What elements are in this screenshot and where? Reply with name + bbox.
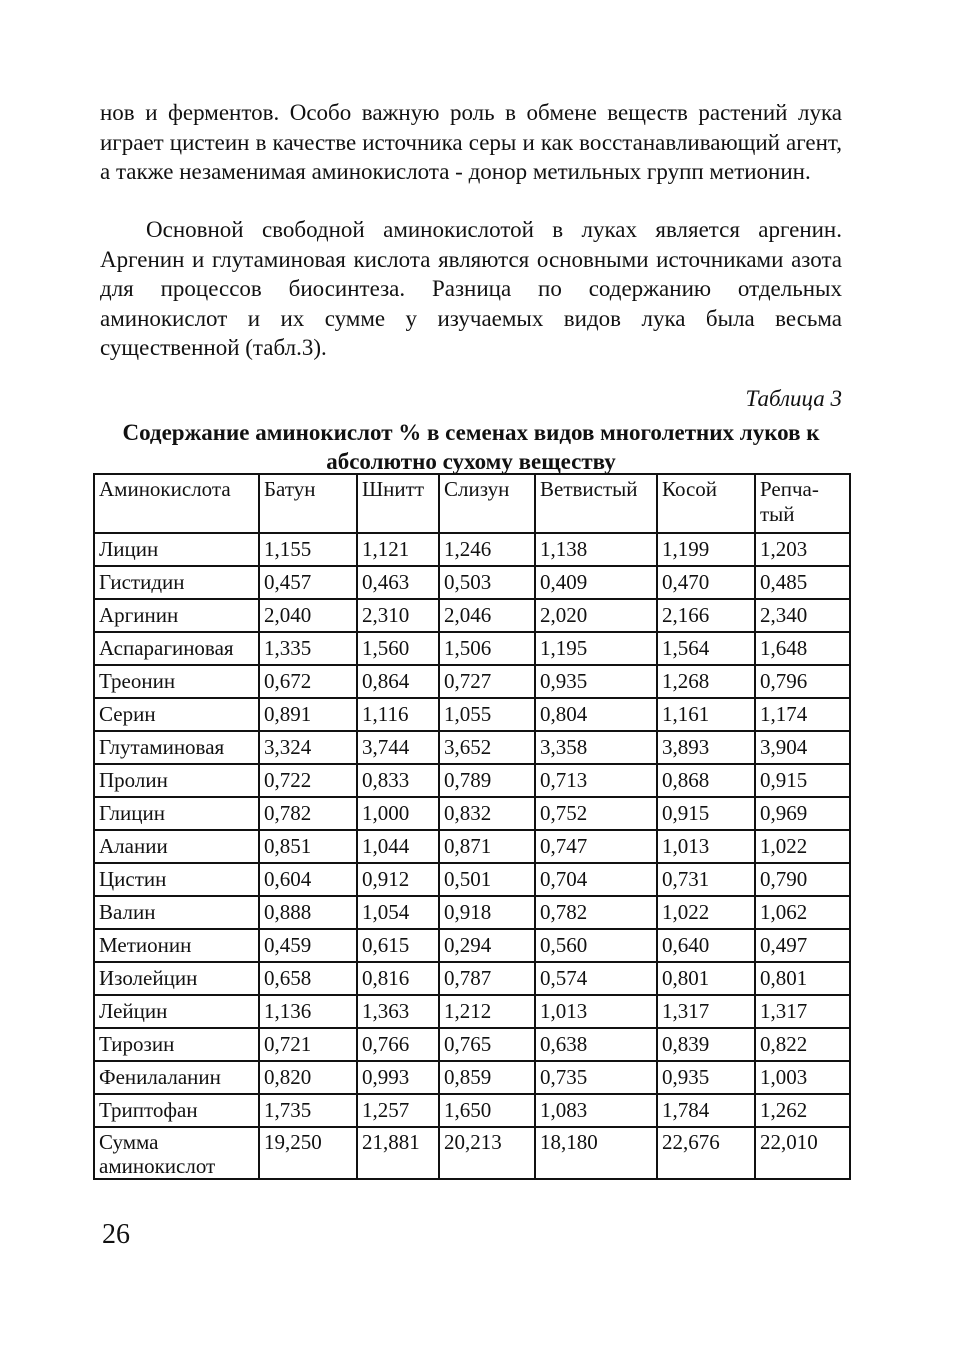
value-cell: 1,203	[755, 533, 850, 566]
table-row	[94, 533, 850, 566]
value-cell: 2,040	[259, 599, 357, 632]
value-cell: 0,640	[657, 929, 755, 962]
header-cell: Шнитт	[357, 474, 439, 533]
table-title: Содержание аминокислот % в семенах видов многолетних луков к абсолютно сухому веществу	[122, 420, 820, 474]
header-cell: Репча-тый	[755, 474, 850, 533]
value-cell: 1,648	[755, 632, 850, 665]
value-cell: 0,747	[535, 830, 657, 863]
table-row	[94, 896, 850, 929]
paragraph-2: Основной свободной аминокислотой в луках является аргенин. Аргенин и глутаминовая кислота являются основными источниками азота для процессов биосинтеза. Разница по содержанию отдельных аминокислот и их сумме у изучаемых видов лука была весьма существенной (табл.3).	[100, 217, 842, 360]
header-cell: Косой	[657, 474, 755, 533]
value-cell: 0,801	[657, 962, 755, 995]
amino-acid-table	[93, 473, 851, 1180]
value-cell: 0,463	[357, 566, 439, 599]
amino-acid-name-cell: Валин	[94, 896, 259, 929]
value-cell: 0,915	[755, 764, 850, 797]
page-number: 26	[102, 1219, 130, 1250]
value-cell: 3,893	[657, 731, 755, 764]
value-cell: 0,721	[259, 1028, 357, 1061]
value-cell: 0,615	[357, 929, 439, 962]
value-cell: 0,752	[535, 797, 657, 830]
value-cell: 3,324	[259, 731, 357, 764]
table-row	[94, 1094, 850, 1127]
table-row	[94, 995, 850, 1028]
value-cell: 2,310	[357, 599, 439, 632]
value-cell: 1,044	[357, 830, 439, 863]
amino-acid-name-cell: Триптофан	[94, 1094, 259, 1127]
table-row	[94, 665, 850, 698]
value-cell: 1,246	[439, 533, 535, 566]
value-cell: 1,564	[657, 632, 755, 665]
value-cell: 0,851	[259, 830, 357, 863]
table-caption: Таблица 3	[745, 386, 842, 411]
value-cell: 0,672	[259, 665, 357, 698]
value-cell: 0,722	[259, 764, 357, 797]
value-cell: 3,904	[755, 731, 850, 764]
value-cell: 0,604	[259, 863, 357, 896]
value-cell: 1,136	[259, 995, 357, 1028]
amino-acid-name-cell: Метионин	[94, 929, 259, 962]
value-cell: 0,833	[357, 764, 439, 797]
amino-acid-name-cell: Глицин	[94, 797, 259, 830]
value-cell: 0,294	[439, 929, 535, 962]
value-cell: 3,652	[439, 731, 535, 764]
value-cell: 1,195	[535, 632, 657, 665]
table-row	[94, 863, 850, 896]
header-cell: Ветвистый	[535, 474, 657, 533]
value-cell: 1,121	[357, 533, 439, 566]
value-cell: 1,506	[439, 632, 535, 665]
amino-acid-name-cell: Лейцин	[94, 995, 259, 1028]
value-cell: 1,138	[535, 533, 657, 566]
value-cell: 0,470	[657, 566, 755, 599]
value-cell: 1,116	[357, 698, 439, 731]
value-cell: 0,801	[755, 962, 850, 995]
value-cell: 0,993	[357, 1061, 439, 1094]
value-cell: 0,864	[357, 665, 439, 698]
header-cell: Аминокислота	[94, 474, 259, 533]
table-row	[94, 1061, 850, 1094]
value-cell: 0,766	[357, 1028, 439, 1061]
amino-acid-name-cell: Глутаминовая	[94, 731, 259, 764]
value-cell: 0,765	[439, 1028, 535, 1061]
value-cell: 1,262	[755, 1094, 850, 1127]
amino-acid-name-cell: Треонин	[94, 665, 259, 698]
amino-acid-name-cell: Изолейцин	[94, 962, 259, 995]
value-cell: 3,744	[357, 731, 439, 764]
value-cell: 2,020	[535, 599, 657, 632]
table-row	[94, 566, 850, 599]
value-cell: 2,340	[755, 599, 850, 632]
table-row	[94, 929, 850, 962]
table-row	[94, 599, 850, 632]
value-cell: 0,839	[657, 1028, 755, 1061]
value-cell: 1,062	[755, 896, 850, 929]
value-cell: 0,888	[259, 896, 357, 929]
value-cell: 0,485	[755, 566, 850, 599]
value-cell: 0,918	[439, 896, 535, 929]
value-cell: 0,735	[535, 1061, 657, 1094]
value-cell: 1,735	[259, 1094, 357, 1127]
value-cell: 0,457	[259, 566, 357, 599]
table-row	[94, 698, 850, 731]
value-cell: 1,560	[357, 632, 439, 665]
value-cell: 0,782	[535, 896, 657, 929]
table-row	[94, 1127, 850, 1179]
table-row	[94, 764, 850, 797]
value-cell: 2,166	[657, 599, 755, 632]
value-cell: 0,820	[259, 1061, 357, 1094]
value-cell: 0,503	[439, 566, 535, 599]
value-cell: 1,055	[439, 698, 535, 731]
amino-acid-name-cell: Гистидин	[94, 566, 259, 599]
value-cell: 0,459	[259, 929, 357, 962]
value-cell: 22,676	[657, 1127, 755, 1179]
value-cell: 0,501	[439, 863, 535, 896]
value-cell: 0,891	[259, 698, 357, 731]
value-cell: 0,832	[439, 797, 535, 830]
header-cell: Батун	[259, 474, 357, 533]
value-cell: 1,363	[357, 995, 439, 1028]
value-cell: 0,796	[755, 665, 850, 698]
value-cell: 3,358	[535, 731, 657, 764]
value-cell: 1,022	[657, 896, 755, 929]
value-cell: 0,822	[755, 1028, 850, 1061]
value-cell: 0,727	[439, 665, 535, 698]
value-cell: 1,257	[357, 1094, 439, 1127]
header-cell: Слизун	[439, 474, 535, 533]
value-cell: 2,046	[439, 599, 535, 632]
value-cell: 22,010	[755, 1127, 850, 1179]
table-row	[94, 797, 850, 830]
value-cell: 0,497	[755, 929, 850, 962]
value-cell: 0,859	[439, 1061, 535, 1094]
table-body	[94, 533, 850, 1179]
value-cell: 1,268	[657, 665, 755, 698]
value-cell: 1,083	[535, 1094, 657, 1127]
value-cell: 0,658	[259, 962, 357, 995]
value-cell: 1,317	[657, 995, 755, 1028]
value-cell: 0,560	[535, 929, 657, 962]
value-cell: 1,155	[259, 533, 357, 566]
value-cell: 1,054	[357, 896, 439, 929]
amino-acid-name-cell: Серин	[94, 698, 259, 731]
value-cell: 21,881	[357, 1127, 439, 1179]
table-header-row	[94, 474, 850, 533]
value-cell: 0,868	[657, 764, 755, 797]
value-cell: 0,816	[357, 962, 439, 995]
amino-acid-name-cell: Тирозин	[94, 1028, 259, 1061]
value-cell: 1,317	[755, 995, 850, 1028]
table-row	[94, 632, 850, 665]
value-cell: 1,784	[657, 1094, 755, 1127]
value-cell: 0,935	[657, 1061, 755, 1094]
amino-acid-name-cell: Пролин	[94, 764, 259, 797]
value-cell: 0,804	[535, 698, 657, 731]
value-cell: 0,409	[535, 566, 657, 599]
paragraph-1: нов и ферментов. Особо важную роль в обмене веществ растений лука играет цистеин в качестве источника серы и как восстанавливающий агент, а также незаменимая аминокислота - донор метильных групп метионин.	[100, 100, 842, 184]
value-cell: 0,969	[755, 797, 850, 830]
value-cell: 0,871	[439, 830, 535, 863]
amino-acid-name-cell: Фенилаланин	[94, 1061, 259, 1094]
value-cell: 0,713	[535, 764, 657, 797]
value-cell: 1,000	[357, 797, 439, 830]
value-cell: 1,022	[755, 830, 850, 863]
table-row	[94, 731, 850, 764]
value-cell: 1,013	[657, 830, 755, 863]
value-cell: 0,638	[535, 1028, 657, 1061]
amino-acid-name-cell: Лицин	[94, 533, 259, 566]
value-cell: 0,912	[357, 863, 439, 896]
value-cell: 0,790	[755, 863, 850, 896]
amino-acid-name-cell: Аргинин	[94, 599, 259, 632]
value-cell: 0,915	[657, 797, 755, 830]
value-cell: 1,013	[535, 995, 657, 1028]
table-row	[94, 962, 850, 995]
value-cell: 1,003	[755, 1061, 850, 1094]
value-cell: 1,335	[259, 632, 357, 665]
value-cell: 1,161	[657, 698, 755, 731]
amino-acid-name-cell: Цистин	[94, 863, 259, 896]
table-row	[94, 1028, 850, 1061]
value-cell: 1,174	[755, 698, 850, 731]
amino-acid-name-cell: Алании	[94, 830, 259, 863]
value-cell: 19,250	[259, 1127, 357, 1179]
value-cell: 0,704	[535, 863, 657, 896]
value-cell: 20,213	[439, 1127, 535, 1179]
value-cell: 1,212	[439, 995, 535, 1028]
value-cell: 0,935	[535, 665, 657, 698]
value-cell: 0,782	[259, 797, 357, 830]
table-row	[94, 830, 850, 863]
value-cell: 0,789	[439, 764, 535, 797]
amino-acid-name-cell: Сумма аминокислот	[94, 1127, 259, 1179]
value-cell: 18,180	[535, 1127, 657, 1179]
amino-acid-name-cell: Аспарагиновая	[94, 632, 259, 665]
value-cell: 0,574	[535, 962, 657, 995]
value-cell: 1,650	[439, 1094, 535, 1127]
value-cell: 0,787	[439, 962, 535, 995]
value-cell: 1,199	[657, 533, 755, 566]
value-cell: 0,731	[657, 863, 755, 896]
